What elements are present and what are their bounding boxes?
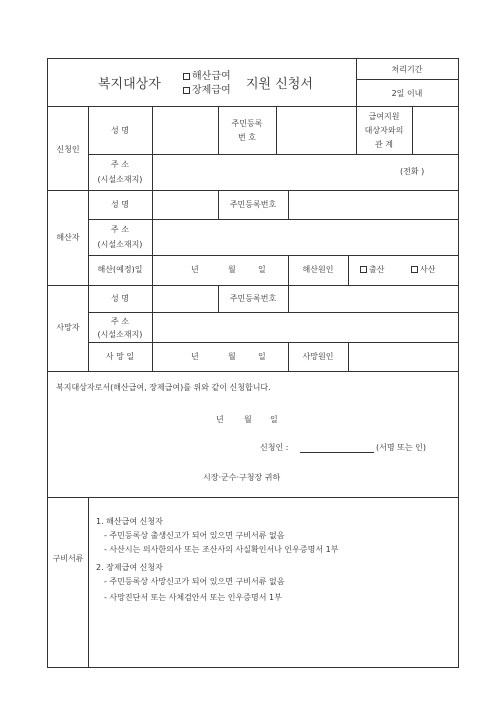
death-address-field[interactable] (153, 313, 458, 342)
docs-heading-birth: 1. 해산급여 신청자 (96, 517, 163, 526)
section-birth: 해산자 (56, 233, 80, 242)
applicant-relation-label-2: 대상자와의 (364, 126, 404, 135)
section-applicant: 신청인 (56, 145, 80, 154)
title-main: 복지대상자 (98, 77, 161, 92)
death-year: 년 (191, 352, 199, 361)
divider (48, 371, 458, 372)
docs-item: - 주민등록상 출생신고가 되어 있으면 구비서류 없음 (104, 531, 285, 540)
signature-line[interactable] (300, 443, 374, 453)
checkbox-icon (183, 73, 190, 80)
birth-date-label: 해산(예정)일 (97, 265, 143, 274)
applicant-rrn-label-1: 주민등록 (231, 119, 263, 128)
section-documents: 구비서류 (52, 554, 84, 563)
divider (348, 255, 349, 285)
birth-month: 월 (228, 265, 236, 274)
statement-month: 월 (244, 415, 252, 424)
death-name-label: 성 명 (111, 294, 129, 303)
section-death: 사망자 (56, 323, 80, 332)
death-rrn-field[interactable] (289, 286, 458, 312)
death-day: 일 (258, 352, 266, 361)
docs-item: - 사망진단서 또는 사체검안서 또는 인우증명서 1부 (104, 593, 282, 602)
birth-day: 일 (258, 265, 266, 274)
checkbox-icon[interactable] (411, 266, 418, 273)
birth-name-field[interactable] (153, 191, 217, 219)
divider (48, 106, 458, 107)
docs-item: - 사산시는 의사한의사 또는 조산사의 사실확인서나 인우증명서 1부 (104, 545, 339, 554)
title-option-funeral: 장제급여 (183, 85, 231, 97)
checkbox-icon (183, 87, 190, 94)
docs-item: - 주민등록상 사망신고가 되어 있으면 구비서류 없음 (104, 577, 285, 586)
applicant-address-label-1: 주 소 (111, 160, 129, 169)
death-rrn-label: 주민등록번호 (229, 294, 277, 303)
title-option-birth: 해산급여 (183, 71, 231, 83)
death-address-label-1: 주 소 (111, 317, 129, 326)
birth-year: 년 (191, 265, 199, 274)
divider (152, 255, 153, 285)
processing-value: 2일 이내 (391, 89, 423, 98)
birth-cause-option-delivery[interactable]: 출산 (360, 265, 384, 275)
signer-note: (서명 또는 인) (376, 443, 426, 452)
application-form (47, 58, 459, 668)
applicant-name-label: 성 명 (111, 126, 129, 135)
divider (152, 342, 153, 371)
applicant-relation-label-3: 관 계 (375, 140, 393, 149)
death-date-label: 사 망 일 (105, 352, 135, 361)
applicant-address-label-2: (시설소재지) (97, 175, 143, 184)
divider (88, 255, 458, 256)
applicant-rrn-field[interactable] (277, 107, 355, 154)
birth-address-label-1: 주 소 (111, 225, 129, 234)
death-address-label-2: (시설소재지) (97, 330, 143, 339)
divider (48, 497, 458, 498)
recipient: 시장·군수·구청장 귀하 (203, 473, 281, 482)
applicant-phone-label: (전화 ) (400, 167, 425, 176)
statement-year: 년 (216, 415, 224, 424)
birth-address-field[interactable] (153, 220, 458, 255)
divider (218, 106, 219, 155)
applicant-relation-field[interactable] (413, 107, 458, 154)
divider (88, 497, 89, 667)
statement-text: 복지대상자로서(해산급여, 장제급여)를 위와 같이 신청합니다. (56, 383, 271, 392)
birth-rrn-label: 주민등록번호 (229, 200, 277, 209)
checkbox-icon[interactable] (360, 266, 367, 273)
docs-heading-funeral: 2. 장제급여 신청자 (96, 563, 163, 572)
divider (356, 79, 458, 80)
statement-day: 일 (270, 415, 278, 424)
death-name-field[interactable] (153, 286, 217, 312)
birth-cause-option-stillbirth[interactable]: 사산 (411, 265, 435, 275)
death-cause-label: 사망원인 (302, 352, 334, 361)
birth-rrn-field[interactable] (289, 191, 458, 219)
applicant-name-field[interactable] (153, 107, 217, 154)
birth-name-label: 성 명 (111, 200, 129, 209)
applicant-rrn-label-2: 번 호 (238, 133, 256, 142)
signer-label: 신청인 : (260, 443, 289, 452)
processing-label: 처리기간 (391, 65, 423, 74)
death-month: 월 (228, 352, 236, 361)
birth-cause-label: 해산원인 (302, 265, 334, 274)
birth-address-label-2: (시설소재지) (97, 240, 143, 249)
death-cause-field[interactable] (349, 343, 458, 371)
applicant-relation-label-1: 급여지원 (368, 112, 400, 121)
title-suffix: 지원 신청서 (246, 77, 313, 92)
